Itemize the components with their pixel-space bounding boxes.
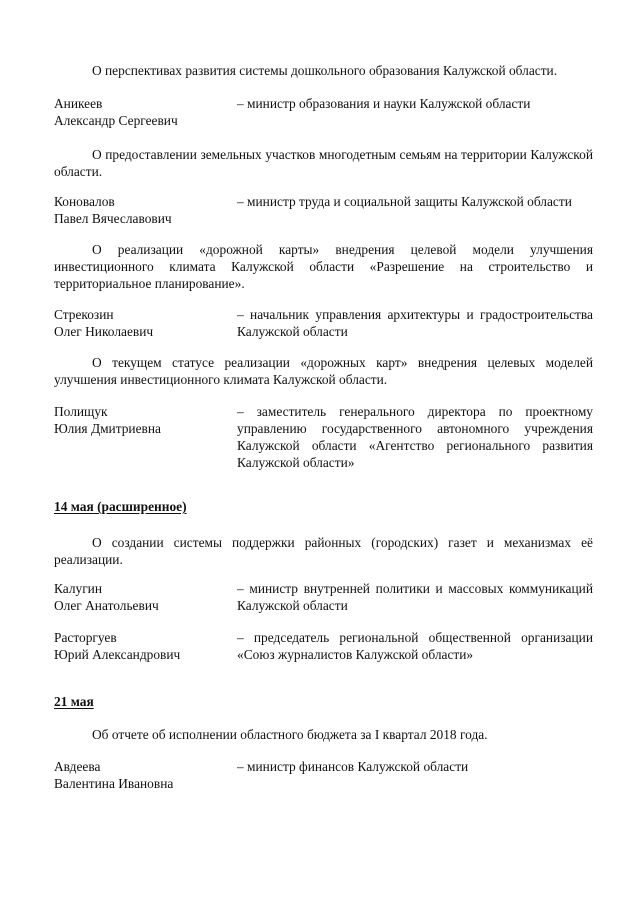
- speaker-last-name: Расторгуев: [54, 630, 117, 645]
- speaker-name: [54, 95, 234, 129]
- speaker-last-name: Стрекозин: [54, 307, 114, 322]
- speaker-last-name: Полищук: [54, 404, 108, 419]
- date-heading-date: 14 мая: [54, 499, 94, 514]
- speaker-name: [54, 193, 234, 227]
- speaker-name: [54, 403, 234, 437]
- speaker-role: – председатель региональной общественной организации «Союз журналистов Калужской области»: [237, 630, 593, 662]
- speaker-role: – начальник управления архитектуры и градостроительства Калужской области: [237, 307, 593, 339]
- agenda-topic: О создании системы поддержки районных (городских) газет и механизмах её реализации.: [54, 535, 593, 567]
- speaker-role: – министр внутренней политики и массовых коммуникаций Калужской области: [237, 581, 593, 613]
- date-heading-date: 21 мая: [54, 694, 94, 709]
- speaker-first-name: Олег Николаевич: [54, 324, 154, 339]
- speaker-name: [54, 306, 234, 340]
- speaker-first-name: Юлия Дмитриевна: [54, 421, 161, 436]
- agenda-topic: О перспективах развития системы дошкольного образования Калужской области.: [92, 63, 558, 78]
- speaker-role: – министр труда и социальной защиты Калужской области: [237, 194, 572, 209]
- speaker-role: – министр финансов Калужской области: [237, 759, 469, 774]
- speaker-first-name: Павел Вячеславович: [54, 211, 172, 226]
- speaker-last-name: Аникеев: [54, 96, 103, 111]
- agenda-topic: О реализации «дорожной карты» внедрения целевой модели улучшения инвестиционного климата Калужской области «Разрешение на строительство и территориальное планирование».: [54, 242, 593, 291]
- speaker-role: – заместитель генерального директора по проектному управлению государственного автономного учреждения Калужской области «Агентство регионального развития Калужской области»: [237, 404, 593, 470]
- speaker-name: [54, 758, 234, 792]
- speaker-name: [54, 580, 234, 614]
- speaker-first-name: Юрий Александрович: [54, 647, 181, 662]
- date-heading-may21: [54, 693, 94, 710]
- agenda-topic: Об отчете об исполнении областного бюджета за I квартал 2018 года.: [92, 727, 488, 742]
- speaker-first-name: Валентина Ивановна: [54, 776, 174, 791]
- speaker-last-name: Коновалов: [54, 194, 115, 209]
- speaker-first-name: Александр Сергеевич: [54, 113, 178, 128]
- date-heading-may14: [54, 498, 187, 515]
- speaker-first-name: Олег Анатольевич: [54, 598, 159, 613]
- agenda-topic: О предоставлении земельных участков многодетным семьям на территории Калужской области.: [54, 147, 593, 179]
- speaker-last-name: Калугин: [54, 581, 103, 596]
- speaker-role: – министр образования и науки Калужской области: [237, 96, 531, 111]
- speaker-last-name: Авдеева: [54, 759, 101, 774]
- date-heading-suffix: (расширенное): [93, 499, 187, 514]
- speaker-name: [54, 629, 234, 663]
- agenda-topic: О текущем статусе реализации «дорожных карт» внедрения целевых моделей улучшения инвестиционного климата Калужской области.: [54, 355, 593, 387]
